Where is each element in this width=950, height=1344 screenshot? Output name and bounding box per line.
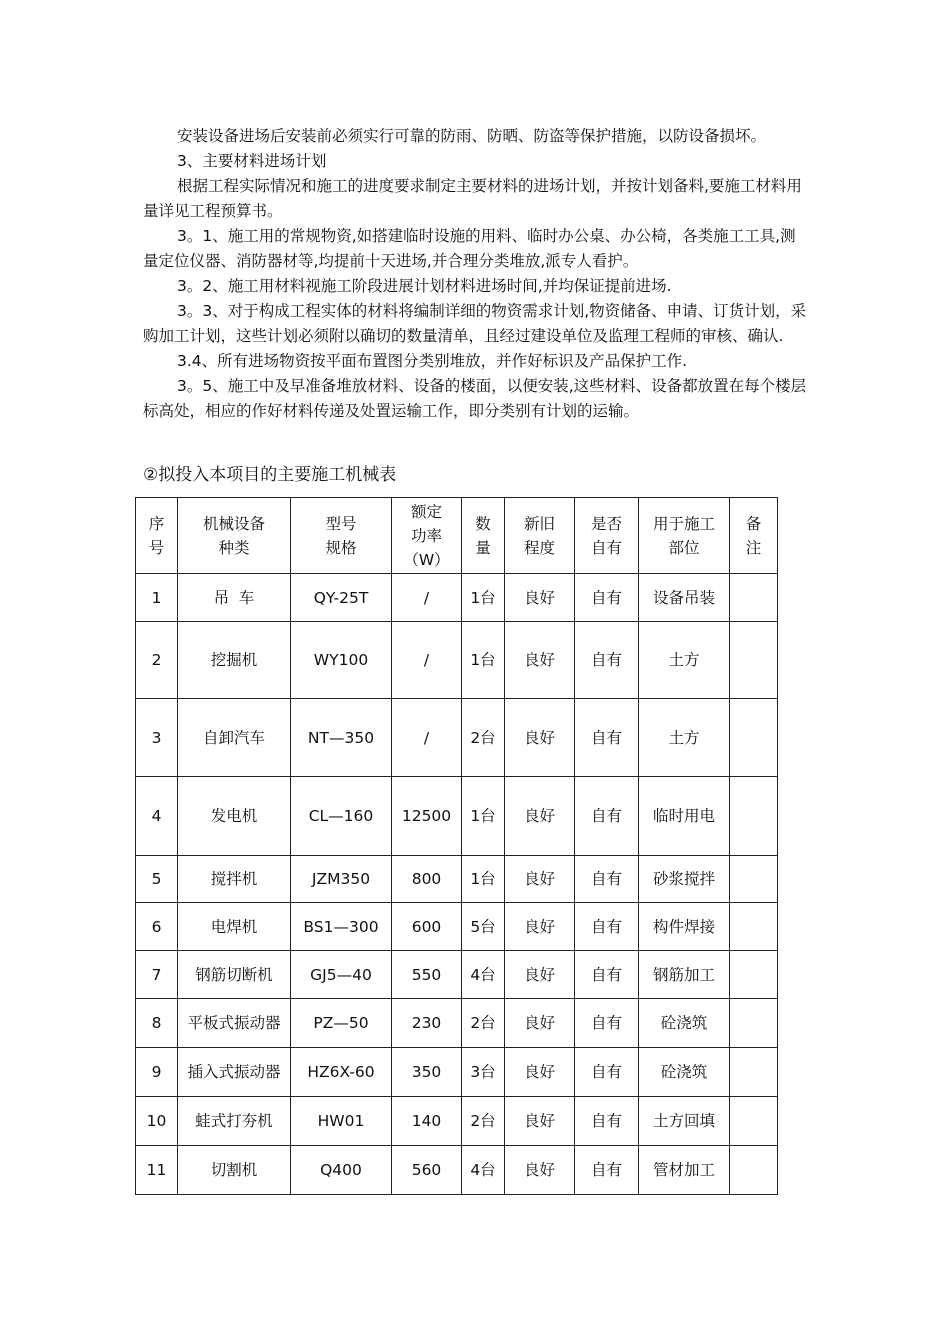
table-row (136, 1097, 778, 1146)
table-body (136, 574, 778, 1195)
cell-quantity: 2台 (462, 999, 505, 1048)
cell-condition: 良好 (505, 856, 575, 903)
machinery-table (135, 497, 778, 1195)
paragraph-equipment-protection: 安装设备进场后安装前必须实行可靠的防雨、防晒、防盗等保护措施，以防设备损坏。 (177, 127, 767, 145)
section-title: ②拟投入本项目的主要施工机械表 (143, 465, 397, 485)
cell-equipment: 自卸汽车 (178, 699, 291, 777)
cell-power: 230 (392, 999, 462, 1048)
cell-equipment: 发电机 (178, 777, 291, 856)
header-line: 号 (148, 538, 165, 557)
paragraph-3-4: 3.4、所有进场物资按平面布置图分类别堆放，并作好标识及产品保护工作. (177, 352, 688, 370)
cell-index: 11 (136, 1146, 178, 1195)
cell-model: JZM350 (291, 856, 392, 903)
cell-remarks (730, 622, 778, 699)
header-line: 量 (475, 538, 491, 557)
header-line: 新旧 (523, 514, 555, 533)
table-row (136, 574, 778, 622)
cell-equipment: 蛙式打夯机 (178, 1097, 291, 1146)
cell-condition: 良好 (505, 777, 575, 856)
table-row (136, 951, 778, 999)
cell-quantity: 1台 (462, 777, 505, 856)
header-line: 机械设备 (202, 514, 265, 533)
cell-power: 560 (392, 1146, 462, 1195)
cell-quantity: 1台 (462, 622, 505, 699)
cell-index: 9 (136, 1048, 178, 1097)
paragraph-3-3: 3。3、对于构成工程实体的材料将编制详细的物资需求计划,物资储备、申请、订货计划，采购加工计划，这些计划必须附以确切的数量清单，且经过建设单位及监理工程师的审核、确认. (143, 302, 807, 345)
cell-power: / (392, 574, 462, 622)
table-row (136, 622, 778, 699)
header-line: 是否 (590, 514, 622, 533)
cell-quantity: 3台 (462, 1048, 505, 1097)
cell-index: 5 (136, 856, 178, 903)
cell-usage: 临时用电 (639, 777, 730, 856)
cell-usage: 砼浇筑 (639, 999, 730, 1048)
table-row (136, 903, 778, 951)
table-row (136, 699, 778, 777)
paragraph-3-5: 3。5、施工中及早准备堆放材料、设备的楼面，以便安装,这些材料、设备都放置在每个楼层标高处，相应的作好材料传递及处置运输工作，即分类别有计划的运输。 (143, 377, 807, 420)
header-line: 功率 (410, 526, 442, 545)
cell-usage: 土方 (639, 699, 730, 777)
cell-remarks (730, 1048, 778, 1097)
header-line: 数 (475, 514, 491, 533)
cell-model: BS1—300 (291, 903, 392, 951)
cell-remarks (730, 574, 778, 622)
header-line: 注 (745, 538, 762, 557)
cell-power: 800 (392, 856, 462, 903)
header-model (291, 498, 392, 574)
table-row (136, 999, 778, 1048)
cell-power: 12500 (392, 777, 462, 856)
cell-owned: 自有 (575, 699, 639, 777)
cell-owned: 自有 (575, 1146, 639, 1195)
cell-index: 7 (136, 951, 178, 999)
cell-condition: 良好 (505, 1146, 575, 1195)
header-line: （W） (403, 550, 450, 569)
header-quantity (462, 498, 505, 574)
header-usage (639, 498, 730, 574)
cell-index: 3 (136, 699, 178, 777)
cell-remarks (730, 999, 778, 1048)
cell-owned: 自有 (575, 1097, 639, 1146)
header-rated-power (392, 498, 462, 574)
cell-model: GJ5—40 (291, 951, 392, 999)
cell-equipment: 切割机 (178, 1146, 291, 1195)
cell-model: Q400 (291, 1146, 392, 1195)
cell-equipment: 钢筋切断机 (178, 951, 291, 999)
cell-quantity: 2台 (462, 1097, 505, 1146)
cell-quantity: 1台 (462, 856, 505, 903)
header-equipment-type (178, 498, 291, 574)
cell-equipment: 挖掘机 (178, 622, 291, 699)
cell-power: 600 (392, 903, 462, 951)
cell-usage: 土方 (639, 622, 730, 699)
table-row (136, 1048, 778, 1097)
cell-power: 550 (392, 951, 462, 999)
table-row (136, 777, 778, 856)
cell-quantity: 1台 (462, 574, 505, 622)
cell-remarks (730, 777, 778, 856)
cell-remarks (730, 699, 778, 777)
header-line: 种类 (218, 538, 250, 557)
header-remarks (730, 498, 778, 574)
cell-quantity: 4台 (462, 951, 505, 999)
cell-condition: 良好 (505, 1097, 575, 1146)
cell-condition: 良好 (505, 903, 575, 951)
cell-power: / (392, 622, 462, 699)
cell-condition: 良好 (505, 999, 575, 1048)
cell-owned: 自有 (575, 856, 639, 903)
cell-model: WY100 (291, 622, 392, 699)
header-line: 程度 (523, 538, 555, 557)
cell-equipment: 电焊机 (178, 903, 291, 951)
cell-equipment: 插入式振动器 (178, 1048, 291, 1097)
cell-owned: 自有 (575, 777, 639, 856)
cell-usage: 土方回填 (639, 1097, 730, 1146)
cell-usage: 构件焊接 (639, 903, 730, 951)
cell-quantity: 2台 (462, 699, 505, 777)
paragraph-3-2: 3。2、施工用材料视施工阶段进展计划材料进场时间,并均保证提前进场. (177, 277, 672, 295)
cell-owned: 自有 (575, 903, 639, 951)
cell-model: HZ6X-60 (291, 1048, 392, 1097)
cell-usage: 钢筋加工 (639, 951, 730, 999)
cell-power: 140 (392, 1097, 462, 1146)
header-line: 用于施工 (652, 514, 715, 533)
cell-model: NT—350 (291, 699, 392, 777)
table-row (136, 1146, 778, 1195)
cell-quantity: 5台 (462, 903, 505, 951)
cell-quantity: 4台 (462, 1146, 505, 1195)
paragraph-3-1: 3。1、施工用的常规物资,如搭建临时设施的用料、临时办公桌、办公椅，各类施工工具,测量定位仪器、消防器材等,均提前十天进场,并合理分类堆放,派专人看护。 (143, 227, 796, 270)
cell-usage: 管材加工 (639, 1146, 730, 1195)
cell-condition: 良好 (505, 574, 575, 622)
cell-equipment: 平板式振动器 (178, 999, 291, 1048)
paragraph-material-plan: 根据工程实际情况和施工的进度要求制定主要材料的进场计划，并按计划备料,要施工材料用量详见工程预算书。 (143, 177, 802, 220)
cell-model: PZ—50 (291, 999, 392, 1048)
header-line: 部位 (668, 538, 700, 557)
cell-index: 1 (136, 574, 178, 622)
cell-remarks (730, 1146, 778, 1195)
cell-model: QY-25T (291, 574, 392, 622)
header-line: 型号 (325, 514, 357, 533)
header-index (136, 498, 178, 574)
cell-index: 2 (136, 622, 178, 699)
header-condition (505, 498, 575, 574)
cell-index: 10 (136, 1097, 178, 1146)
cell-remarks (730, 951, 778, 999)
cell-equipment: 搅拌机 (178, 856, 291, 903)
cell-usage: 设备吊装 (639, 574, 730, 622)
cell-remarks (730, 856, 778, 903)
cell-remarks (730, 903, 778, 951)
heading-material-plan: 3、主要材料进场计划 (177, 152, 327, 170)
cell-model: CL—160 (291, 777, 392, 856)
body-text (143, 124, 808, 424)
header-line: 额定 (410, 502, 442, 521)
cell-remarks (730, 1097, 778, 1146)
cell-index: 6 (136, 903, 178, 951)
header-line: 规格 (325, 538, 357, 557)
cell-index: 8 (136, 999, 178, 1048)
header-line: 序 (148, 514, 165, 533)
table-header-row (136, 498, 778, 574)
cell-condition: 良好 (505, 1048, 575, 1097)
cell-condition: 良好 (505, 951, 575, 999)
cell-power: / (392, 699, 462, 777)
cell-index: 4 (136, 777, 178, 856)
cell-model: HW01 (291, 1097, 392, 1146)
cell-power: 350 (392, 1048, 462, 1097)
cell-owned: 自有 (575, 622, 639, 699)
header-line: 备 (745, 514, 762, 533)
cell-condition: 良好 (505, 699, 575, 777)
cell-condition: 良好 (505, 622, 575, 699)
cell-equipment: 吊 车 (178, 574, 291, 622)
cell-owned: 自有 (575, 999, 639, 1048)
cell-owned: 自有 (575, 574, 639, 622)
header-owned (575, 498, 639, 574)
cell-owned: 自有 (575, 951, 639, 999)
cell-usage: 砼浇筑 (639, 1048, 730, 1097)
cell-owned: 自有 (575, 1048, 639, 1097)
table-row (136, 856, 778, 903)
cell-usage: 砂浆搅拌 (639, 856, 730, 903)
header-line: 自有 (590, 538, 622, 557)
